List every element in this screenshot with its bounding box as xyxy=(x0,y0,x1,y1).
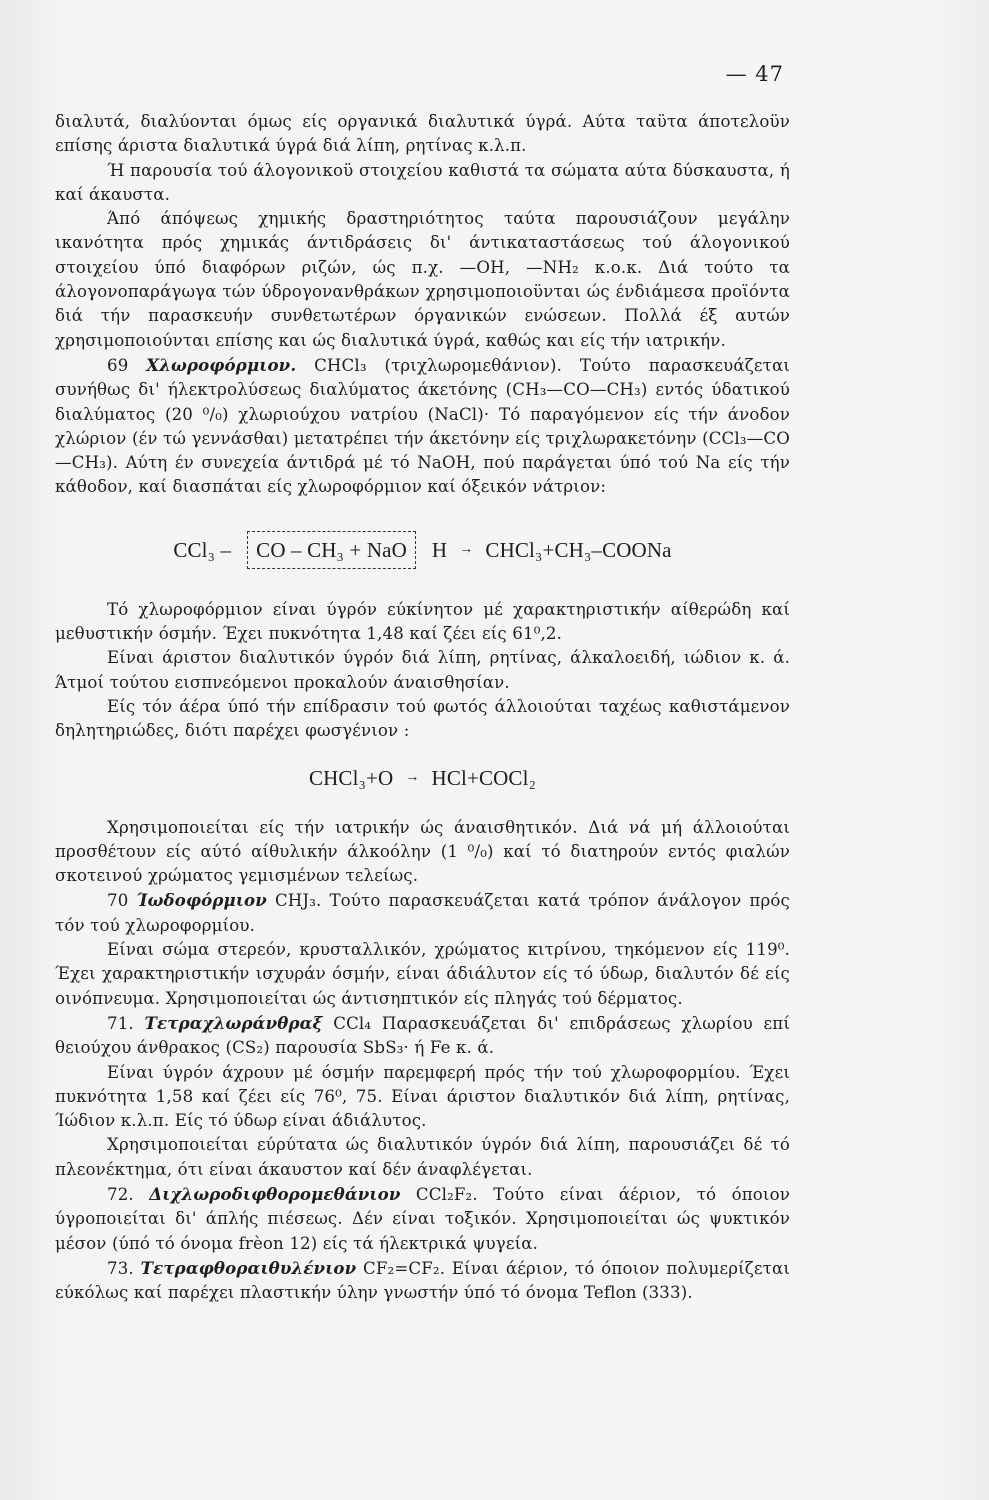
item-number: 69 xyxy=(107,355,129,375)
item-text: CHCl₃ (τριχλωρομεθάνιον). Τούτο παρασκευάζεται συνήθως δι' ήλεκτρολύσεως διαλύματος άκετόνης (CH₃—CO—CH₃) εντός ύδατικού διαλύματος (20 ⁰/₀) χλωριούχου νατρίου (NaCl)· Τό παραγόμενον είς τήν άνοδον χλώριον (έν τώ γεννάσθαι) μετατρέπει τήν άκετόνην είς τριχλωρακετόνην (CCl₃—CO—CH₃). Αύτη έν συνεχεία άντιδρά μέ τό NaOH, πού παράγεται ύπό τού Na είς τήν κάθοδον, καί διασπάται είς χλωροφόρμιον καί όξεικόν νάτριον: xyxy=(55,355,790,497)
item-number: 73. xyxy=(107,1258,134,1278)
formula-left: CHCl₃+O xyxy=(308,766,394,791)
item-title: Ίωδοφόρμιον xyxy=(136,890,267,911)
item-text: CHJ₃. Τούτο παρασκευάζεται κατά τρόπον άνάλογον πρός τόν τού χλωροφορμίου. xyxy=(55,891,790,935)
reaction-arrow: → xyxy=(405,770,420,786)
reaction-formula-2 xyxy=(55,748,790,810)
item-69 xyxy=(55,353,790,500)
item-72 xyxy=(55,1182,790,1256)
reaction-formula-1 xyxy=(55,506,790,594)
formula-h: H xyxy=(431,537,448,562)
item-71 xyxy=(55,1011,790,1061)
paragraph: Άπό άπόψεως χημικής δραστηριότητος ταύτα παρουσιάζουν μεγάλην ικανότητα πρός χημικάς άντιδράσεις δι' άντικαταστάσεως τού άλογονικού στοιχείου ύπό διαφόρων ριζών, ώς π.χ. —ΟΗ, —NH₂ κ.ο.κ. Διά τούτο τα άλογονοπαράγωγα τών ύδρογονανθράκων χρησιμοποιοϋνται ώς ένδιάμεσα προϊόντα διά τήν παρασκευήν συνθετωτέρων όργανικών ενώσεων. Πολλά έξ αυτών χρησιμοποιούνται επίσης και ώς διαλυτικά ύγρά, καθώς και είς τήν ιατρικήν. xyxy=(55,209,790,350)
item-title: Διχλωροδιφθορομεθάνιον xyxy=(149,1183,401,1204)
item-70 xyxy=(55,888,790,938)
item-title: Τετραχλωράνθραξ xyxy=(144,1012,323,1033)
item-73 xyxy=(55,1256,790,1306)
formula-left: CCl₃ – xyxy=(173,537,232,562)
paragraph: διαλυτά, διαλύονται όμως είς οργανικά διαλυτικά ύγρά. Αύτα ταϋτα άποτελοϋν επίσης άριστα διαλυτικά ύγρά διά λίπη, ρητίνας κ.λ.π. xyxy=(55,112,790,156)
item-title: Χλωροφόρμιον. xyxy=(146,354,297,375)
paragraph: Είναι σώμα στερεόν, κρυσταλλικόν, χρώματος κιτρίνου, τηκόμενον είς 119⁰. Έχει χαρακτηριστικήν ισχυράν όσμήν, είναι άδιάλυτον είς τό ύδωρ, διαλυτόν δέ είς οινόπνευμα. Χρησιμοποιείται ώς άντισηπτικόν είς πληγάς τού δέρματος. xyxy=(55,940,790,1008)
formula-right: HCl+COCl₂ xyxy=(431,766,537,791)
paragraph: Είναι άριστον διαλυτικόν ύγρόν διά λίπη, ρητίνας, άλκαλοειδή, ιώδιον κ. ά. Άτμοί τούτου εισπνεόμενοι προκαλούν άναισθησίαν. xyxy=(55,648,790,692)
formula-boxed-group: CO – CH₃ + NaO xyxy=(247,531,416,569)
paragraph: Είς τόν άέρα ύπό τήν επίδρασιν τού φωτός άλλοιούται ταχέως καθιστάμενον δηλητηριώδες, διότι παρέχει φωσγένιον : xyxy=(55,696,790,741)
formula-product: CHCl₃+CH₃–COONa xyxy=(485,537,672,562)
paragraph: Είναι ύγρόν άχρουν μέ όσμήν παρεμφερή πρός τήν τού χλωροφορμίου. Έχει πυκνότητα 1,58 καί ζέει είς 76⁰, 75. Είναι άριστον διαλυτικόν διά λίπη, ρητίνας, Ίώδιον κ.λ.π. Είς τό ύδωρ είναι άδιάλυτος. xyxy=(55,1062,790,1131)
item-text: CCl₄ Παρασκευάζεται δι' επιδράσεως χλωρίου επί θειούχου άνθρακος (CS₂) παρουσία SbS₃· ή Fe κ. ά. xyxy=(55,1013,790,1058)
page-number: — 47 xyxy=(725,62,784,86)
item-number: 70 xyxy=(107,891,129,911)
item-number: 72. xyxy=(107,1184,134,1204)
text-body xyxy=(55,110,790,1305)
item-number: 71. xyxy=(107,1013,134,1033)
paragraph: Χρησιμοποιείται εύρύτατα ώς διαλυτικόν ύγρόν διά λίπη, παρουσιάζει δέ τό πλεονέκτημα, ότι είναι άκαυστον καί δέν άναφλέγεται. xyxy=(55,1135,790,1179)
item-text: CF₂=CF₂. Είναι άέριον, τό όποιον πολυμερίζεται εύκόλως καί παρέχει πλαστικήν ύλην γνωστήν ύπό τό όνομα Teflon (333). xyxy=(55,1258,790,1303)
paragraph: Χρησιμοποιείται είς τήν ιατρικήν ώς άναισθητικόν. Διά νά μή άλλοιούται προσθέτουν είς αύτό αίθυλικήν άλκοόλην (1 ⁰/₀) καί τό διατηρούν εντός φιαλών σκοτεινού χρώματος γεμισμένων τελείως. xyxy=(55,817,790,886)
item-text: CCl₂F₂. Τούτο είναι άέριον, τό όποιον ύγροποιείται δι' άπλής πιέσεως. Δέν είναι τοξικόν. Χρησιμοποιείται ώς ψυκτικόν μέσον (ύπό τό όνομα frèon 12) είς τά ήλεκτρικά ψυγεία. xyxy=(55,1184,790,1253)
reaction-arrow: → xyxy=(459,541,474,557)
paragraph: Ή παρουσία τού άλογονικοϋ στοιχείου καθιστά τα σώματα αύτα δύσκαυστα, ή καί άκαυστα. xyxy=(55,160,790,204)
item-title: Τετραφθοραιθυλένιον xyxy=(140,1257,357,1278)
paragraph: Τό χλωροφόρμιον είναι ύγρόν εύκίνητον μέ χαρακτηριστικήν αίθερώδη καί μεθυστικήν όσμήν. Έχει πυκνότητα 1,48 καί ζέει είς 61⁰,2. xyxy=(55,599,790,644)
